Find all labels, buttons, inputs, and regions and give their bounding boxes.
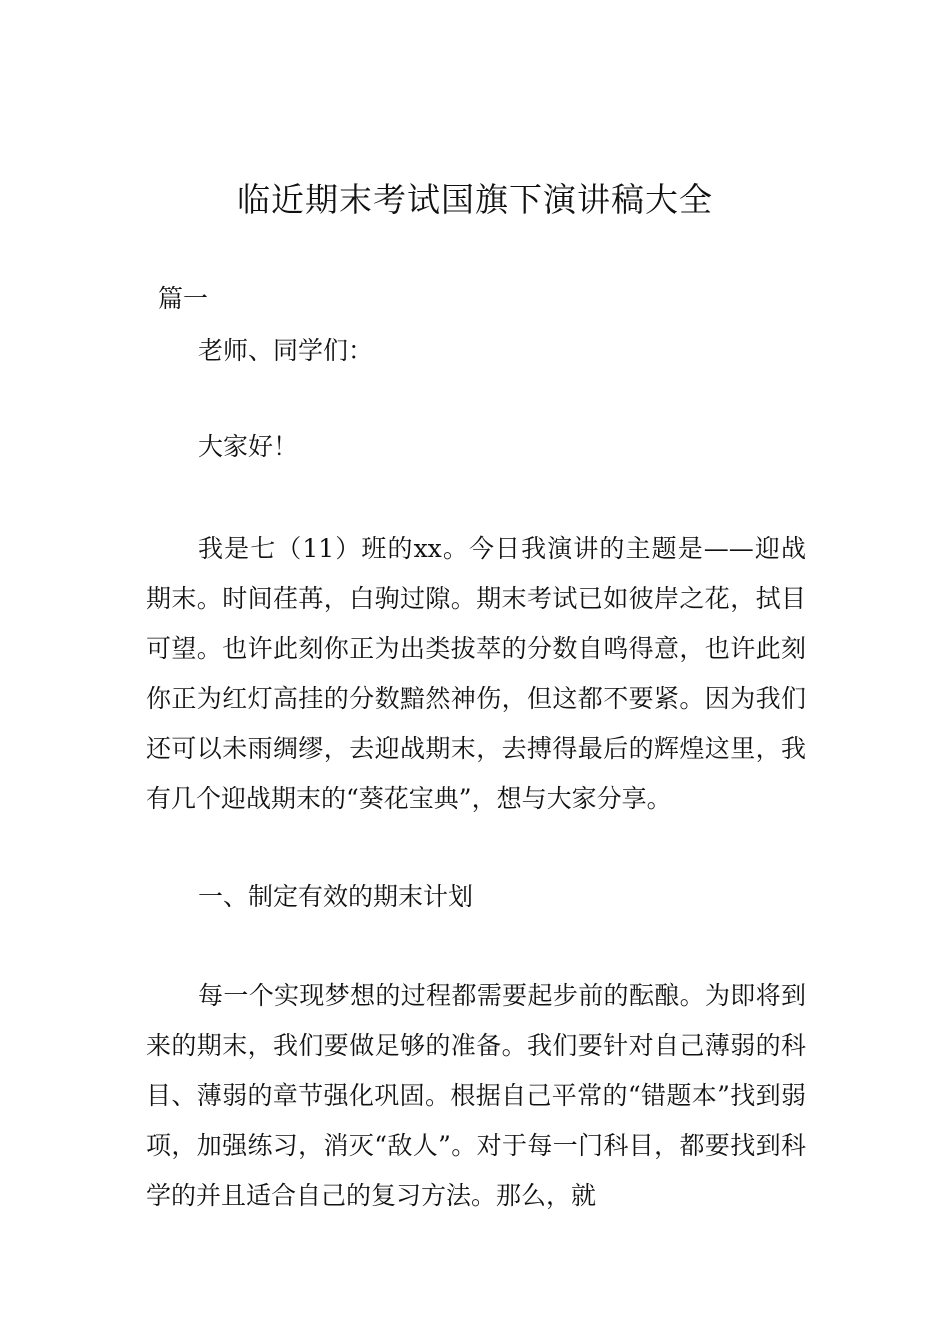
section-label: 篇一 (158, 284, 209, 313)
section-heading-1: 一、制定有效的期末计划 (198, 882, 474, 911)
greeting: 大家好！ (198, 432, 299, 461)
salutation: 老师、同学们： (198, 336, 374, 365)
body-paragraph-2: 每一个实现梦想的过程都需要起步前的酝酿。为即将到来的期末，我们要做足够的准备。我们要针对自己薄弱的科目、薄弱的章节强化巩固。根据自己平常的“错题本”找到弱项，加强练习，消灭“敌人”。对于每一门科目，都要找到科学的并且适合自己的复习方法。那么，就 (146, 981, 806, 1210)
body-paragraph-1: 我是七（11）班的xx。今日我演讲的主题是——迎战期末。时间荏苒，白驹过隙。期末考试已如彼岸之花，拭目可望。也许此刻你正为出类拔萃的分数自鸣得意，也许此刻你正为红灯高挂的分数黯然神伤，但这都不要紧。因为我们还可以未雨绸缪，去迎战期末，去搏得最后的辉煌这里，我有几个迎战期末的“葵花宝典”，想与大家分享。 (146, 534, 806, 813)
document-title: 临近期末考试国旗下演讲稿大全 (237, 180, 713, 219)
